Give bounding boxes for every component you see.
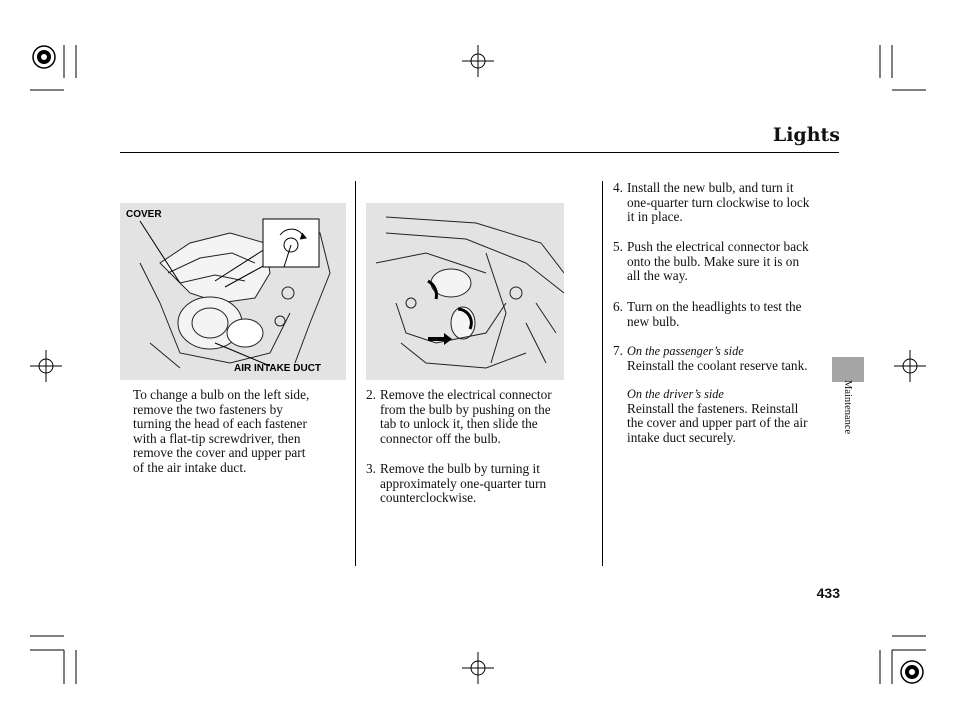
section-title: Lights [772, 124, 840, 146]
text-line: one-quarter turn clockwise to lock [627, 194, 810, 210]
driver-side-heading: On the driver’s side [627, 387, 724, 402]
text-line: Install the new bulb, and turn it [627, 180, 794, 195]
text-line: Push the electrical connector back [627, 239, 809, 254]
text-line: it in place. [627, 209, 683, 225]
step-3 [366, 462, 596, 506]
text-line: Turn on the headlights to test the [627, 299, 802, 314]
column-divider-1 [355, 181, 356, 566]
text-line: intake duct securely. [627, 429, 736, 445]
text-line: from the bulb by pushing on the [380, 401, 551, 417]
text-line: Reinstall the coolant reserve tank. [627, 357, 808, 373]
passenger-side-heading: On the passenger’s side [627, 344, 744, 358]
callout-air-intake-duct: AIR INTAKE DUCT [234, 363, 322, 374]
text-line: turning the head of each fastener [133, 416, 307, 432]
column-divider-2 [602, 181, 603, 566]
figure-cover-duct [120, 203, 346, 380]
step-2 [366, 388, 596, 446]
text-line: tab to unlock it, then slide the [380, 416, 538, 432]
step-number: 2. [366, 387, 376, 402]
header-rule [120, 152, 839, 153]
text-line: remove the cover and upper part [133, 445, 306, 461]
text-line: remove the two fasteners by [133, 401, 283, 417]
step-number: 6. [613, 299, 623, 314]
text-line: To change a bulb on the left side, [133, 387, 310, 402]
step-4 [613, 181, 839, 225]
step-number: 3. [366, 461, 376, 476]
step-7 [613, 344, 839, 446]
text-line: Remove the bulb by turning it [380, 461, 540, 476]
page-number: 433 [816, 585, 840, 601]
text-line: the cover and upper part of the air [627, 415, 808, 431]
step-5 [613, 240, 839, 284]
engine-bay-illustration [120, 203, 346, 380]
text-line: new bulb. [627, 313, 680, 329]
text-line: approximately one-quarter turn [380, 475, 547, 491]
left-side-instructions [133, 388, 348, 476]
step-number: 4. [613, 180, 623, 195]
figure-bulb-connector [366, 203, 564, 380]
text-line: of the air intake duct. [133, 459, 247, 475]
section-tab [832, 357, 864, 382]
text-line: counterclockwise. [380, 490, 477, 506]
text-line: all the way. [627, 268, 688, 284]
step-number: 5. [613, 239, 623, 254]
headlight-bulb-illustration [366, 203, 564, 380]
callout-cover: COVER [126, 209, 162, 220]
text-line: Remove the electrical connector [380, 387, 552, 402]
text-line: onto the bulb. Make sure it is on [627, 253, 800, 269]
text-line: with a flat-tip screwdriver, then [133, 430, 301, 446]
text-line: Reinstall the fasteners. Reinstall [627, 400, 799, 416]
section-tab-label: Maintenance [842, 380, 853, 435]
step-6 [613, 300, 839, 329]
text-line: connector off the bulb. [380, 430, 501, 446]
step-number: 7. [613, 343, 623, 358]
